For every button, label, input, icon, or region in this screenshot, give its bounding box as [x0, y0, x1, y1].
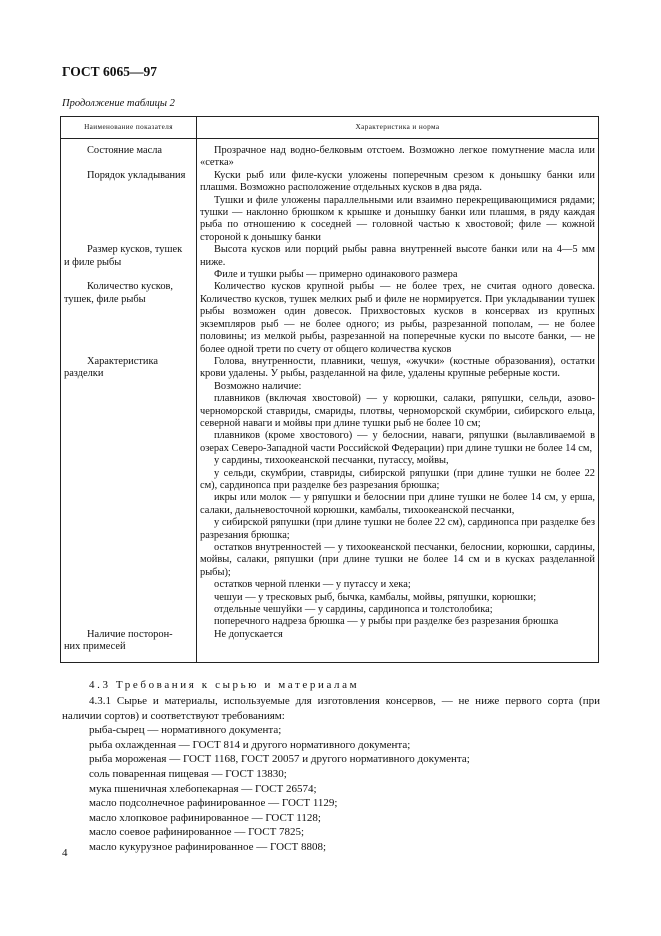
indicator-name: Характеристика — [87, 355, 158, 367]
table-row — [61, 244, 599, 281]
indicator-cell — [61, 629, 197, 662]
characteristic-cell — [197, 170, 599, 244]
indicator-name: них примесей — [64, 641, 126, 653]
section-body — [62, 694, 600, 855]
list-item: масло кукурузное рафинированное — ГОСТ 8808; — [89, 840, 327, 853]
indicator-cell — [61, 170, 197, 244]
table-header-row — [61, 117, 599, 139]
characteristic-text: Количество кусков крупной рыбы — не более трех, не считая одного довеска. Количество кусков, тушек мелких рыб и филе не нормируется. При укладывании тушек рыбы возможен один довесок. Прихвостовых кусков в консервах из крупных экземпляров рыб — не более одного; из рыбы, разрезанной пополам, — не более половины; из мелкой рыбы, разрезанной на поперечные куски по высоте банки, — не более одной трети по счету от общего количества кусков — [200, 281, 595, 355]
indicator-name: Наличие посторон- — [87, 628, 173, 640]
characteristic-text: остатков черной пленки — у путассу и хека; — [214, 579, 411, 591]
indicator-name: Количество кусков, — [87, 281, 174, 293]
characteristic-text: Голова, внутренности, плавники, чешуя, «жучки» (костные образования), остатки крови удалены. У рыбы, разделанной на филе, удалены крупные реберные кости. — [200, 355, 595, 380]
indicator-name: тушек, филе рыбы — [64, 293, 146, 305]
characteristic-text: Не допускается — [214, 628, 283, 640]
characteristic-text: поперечного надреза брюшка — у рыбы при разделке без разрезания брюшка — [214, 616, 559, 628]
characteristic-text: Возможно наличие: — [214, 380, 302, 392]
spec-table — [60, 116, 599, 663]
list-item: соль поваренная пищевая — ГОСТ 13830; — [89, 767, 287, 780]
section-paragraph: 4.3.1 Сырье и материалы, используемые для изготовления консервов, — не ниже первого сорта (при наличии сортов) и соответствуют требованиям: — [62, 695, 600, 722]
characteristic-text: плавников (включая хвостовой) — у корюшки, салаки, ряпушки, сельди, азово-черноморской ставриды, смариды, плотвы, черноморской скумбрии, сибирского ельца, северной наваги и мойвы при длине тушки рыб не более 10 см; — [200, 393, 595, 429]
indicator-cell — [61, 139, 197, 170]
table-row — [61, 629, 599, 662]
table-row — [61, 170, 599, 244]
table-continuation-caption: Продолжение таблицы 2 — [62, 98, 175, 109]
characteristic-text: Филе и тушки рыбы — примерно одинакового размера — [214, 269, 458, 281]
characteristic-text: икры или молок — у ряпушки и белоснии при длине тушки не более 14 см, у ерша, салаки, дальневосточной корюшки, камбалы, тихоокеанской песчанки, — [200, 492, 595, 516]
list-item: мука пшеничная хлебопекарная — ГОСТ 26574; — [89, 782, 317, 795]
document-code: ГОСТ 6065—97 — [62, 64, 158, 79]
characteristic-text: у сибирской ряпушки (при длине тушки не более 22 см), сардинопса при разделке без разрезания брюшка; — [200, 517, 595, 541]
page-number: 4 — [62, 847, 68, 859]
characteristic-text: чешуи — у тресковых рыб, бычка, камбалы, мойвы, ряпушки, корюшки; — [214, 591, 537, 603]
characteristic-text: отдельные чешуйки — у сардины, сардинопса и толстолобика; — [214, 604, 493, 616]
section-heading: 4.3 Требования к сырью и материалам — [89, 679, 360, 691]
indicator-name: разделки — [64, 368, 104, 380]
characteristic-text: у сельди, скумбрии, ставриды, сибирской ряпушки (при длине тушки не более 22 см), сардинопса при разделке без разрезания брюшка; — [200, 467, 595, 491]
indicator-name: Порядок укладывания — [87, 169, 186, 181]
characteristic-cell — [197, 629, 599, 662]
list-item: рыба-сырец — нормативного документа; — [89, 724, 282, 737]
indicator-name: Размер кусков, тушек — [87, 244, 183, 256]
characteristic-cell — [197, 356, 599, 629]
characteristic-text: Куски рыб или филе-куски уложены поперечным срезом к донышку банки или плашмя. Возможно расположение отдельных кусков в два ряда. — [200, 169, 595, 194]
indicator-cell — [61, 281, 197, 355]
list-item: масло соевое рафинированное — ГОСТ 7825; — [89, 826, 305, 839]
indicator-cell — [61, 244, 197, 281]
table-row — [61, 139, 599, 170]
indicator-name: Состояние масла — [87, 145, 163, 156]
characteristic-cell — [197, 244, 599, 281]
col-header-characteristic: Характеристика и норма — [197, 117, 599, 139]
characteristic-text: Прозрачное над водно-белковым отстоем. Возможно легкое помутнение масла или «сетка» — [200, 145, 595, 169]
indicator-name: и филе рыбы — [64, 256, 122, 268]
characteristic-cell — [197, 139, 599, 170]
list-item: рыба охлажденная — ГОСТ 814 и другого нормативного документа; — [89, 738, 411, 751]
list-item: рыба мороженая — ГОСТ 1168, ГОСТ 20057 и другого нормативного документа; — [89, 753, 470, 766]
indicator-cell — [61, 356, 197, 629]
characteristic-text: остатков внутренностей — у тихоокеанской песчанки, белоснии, корюшки, сардины, мойвы, салаки, ряпушки (при длине тушки не более 14 см и в кусках разделанной рыбы); — [200, 542, 595, 578]
characteristic-text: у сардины, тихоокеанской песчанки, путассу, мойвы, — [214, 455, 449, 467]
table-row — [61, 281, 599, 355]
table-row — [61, 356, 599, 629]
characteristic-text: Высота кусков или порций рыбы равна внутренней высоте банки или на 4—5 мм ниже. — [200, 244, 595, 268]
list-item: масло подсолнечное рафинированное — ГОСТ 1129; — [89, 797, 338, 810]
col-header-indicator: Наименование показателя — [61, 117, 197, 139]
characteristic-text: Тушки и филе уложены параллельными или взаимно перекрещивающимися рядами; тушки — наклонно брюшком к крышке и донышку банки или плашмя, в ряду каждая рыба по отношению к соседней — головной частью к хвостовой; филе — кожной стороной к донышку банки — [200, 194, 595, 243]
list-item: масло хлопковое рафинированное — ГОСТ 1128; — [89, 811, 321, 824]
characteristic-cell — [197, 281, 599, 355]
characteristic-text: плавников (кроме хвостового) — у белоснии, наваги, ряпушки (вылавливаемой в озерах Северо-Западной части Российской Федерации) при длине тушки не более 14 см, — [200, 430, 595, 454]
